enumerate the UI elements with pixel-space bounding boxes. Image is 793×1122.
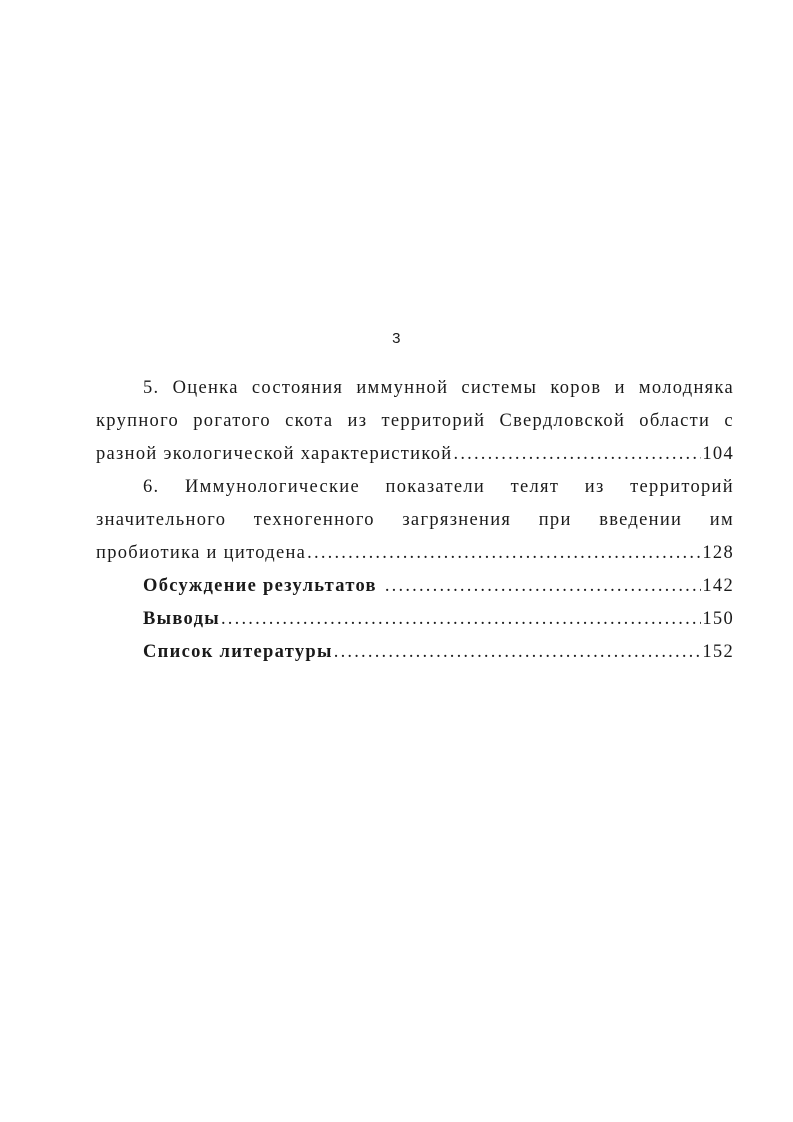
toc-discussion-title: Обсуждение результатов	[143, 576, 377, 596]
toc-entry-6-line-3	[96, 537, 734, 570]
dot-leader	[385, 570, 701, 603]
toc-entry-5[interactable]	[96, 372, 734, 471]
dot-leader	[221, 603, 701, 636]
toc-entry-6-line-2	[96, 504, 734, 537]
toc-entry-5-line-2	[96, 405, 734, 438]
toc-entry-6-page: 128	[702, 543, 734, 563]
word: из	[347, 411, 368, 431]
word: 5.	[143, 378, 160, 398]
toc-entry-5-title-end: разной экологической характеристикой	[96, 444, 453, 464]
toc-entry-references[interactable]	[96, 636, 734, 669]
toc-entry-6-title-end: пробиотика и цитодена	[96, 543, 307, 563]
word: состояния	[251, 378, 344, 398]
word: рогатого	[193, 411, 271, 431]
toc-entry-discussion[interactable]	[96, 570, 734, 603]
word: территорий	[630, 477, 734, 497]
word: крупного	[96, 411, 180, 431]
word: иммунной	[356, 378, 449, 398]
toc-entry-conclusions[interactable]	[96, 603, 734, 636]
word: Свердловской	[499, 411, 626, 431]
word: с	[724, 411, 734, 431]
word: территорий	[381, 411, 486, 431]
toc-entry-6[interactable]	[96, 471, 734, 570]
page-number: 3	[392, 330, 401, 347]
word: из	[584, 477, 605, 497]
word: загрязнения	[402, 510, 512, 530]
toc-entry-5-line-3	[96, 438, 734, 471]
word: Оценка	[172, 378, 239, 398]
table-of-contents	[96, 372, 734, 669]
word: области	[639, 411, 711, 431]
toc-discussion-page: 142	[702, 576, 734, 596]
word: телят	[510, 477, 560, 497]
toc-conclusions-page: 150	[702, 609, 734, 629]
word: при	[538, 510, 572, 530]
toc-references-page: 152	[702, 642, 734, 662]
dot-leader	[454, 438, 702, 471]
word: введении	[599, 510, 683, 530]
word: им	[709, 510, 734, 530]
dot-leader	[307, 537, 701, 570]
word: значительного	[96, 510, 227, 530]
word: техногенного	[253, 510, 375, 530]
word: молодняка	[638, 378, 734, 398]
dot-leader	[334, 636, 702, 669]
toc-entry-5-page: 104	[702, 444, 734, 464]
word: 6.	[143, 477, 160, 497]
toc-entry-6-line-1	[96, 471, 734, 504]
toc-entry-5-line-1	[96, 372, 734, 405]
word: системы	[461, 378, 538, 398]
word: скота	[285, 411, 334, 431]
toc-references-title: Список литературы	[143, 642, 333, 662]
toc-conclusions-title: Выводы	[143, 609, 220, 629]
word: коров	[550, 378, 602, 398]
word: и	[614, 378, 626, 398]
word: показатели	[385, 477, 486, 497]
word: Иммунологические	[185, 477, 361, 497]
